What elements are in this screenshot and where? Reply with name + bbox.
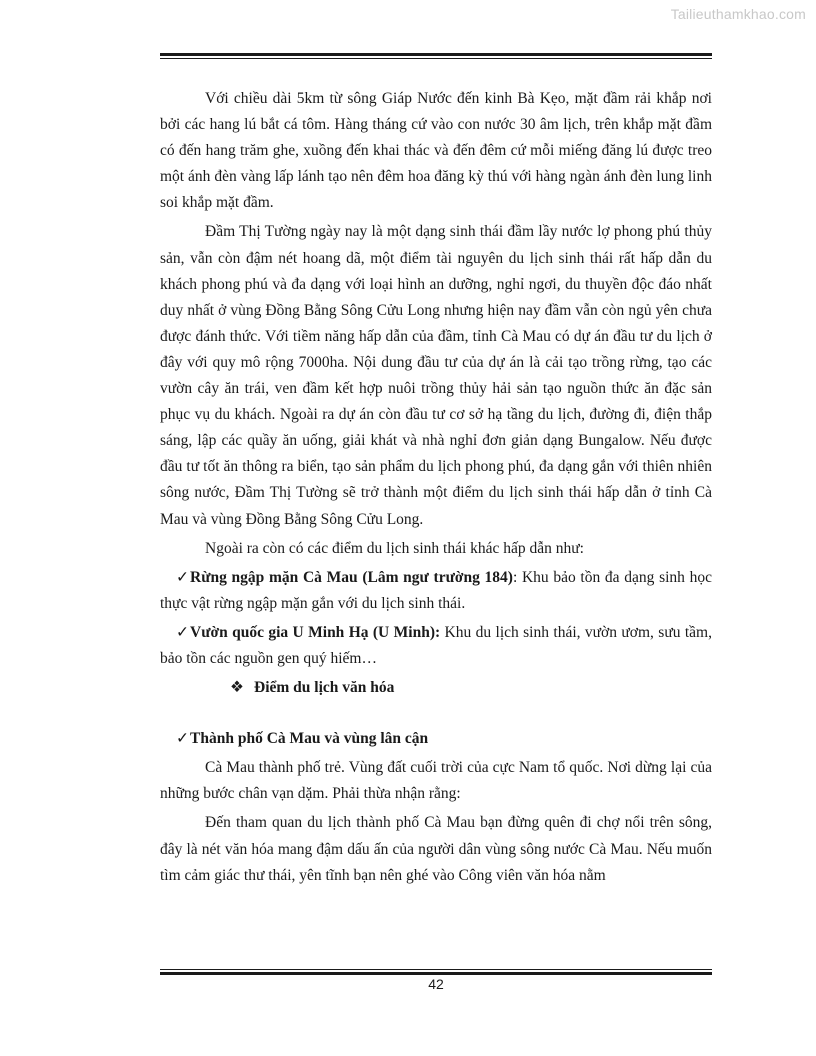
document-body <box>160 86 712 892</box>
bullet-item-2-title: Vườn quốc gia U Minh Hạ (U Minh): <box>190 623 441 641</box>
watermark: Tailieuthamkhao.com <box>670 6 806 22</box>
paragraph-5: Đến tham quan du lịch thành phố Cà Mau bạn đừng quên đi chợ nổi trên sông, đây là nét văn hóa mang đậm dấu ấn của người dân vùng sông nước Cà Mau. Nếu muốn tìm cảm giác thư thái, yên tĩnh bạn nên ghé vào Công viên văn hóa nằm <box>160 814 712 884</box>
bullet-item-1-text: : Khu bảo tồn đa dạng sinh học thực vật rừng ngập mặn gắn với du lịch sinh thái. <box>160 568 712 612</box>
header-rule <box>160 53 712 59</box>
subheading-text: Thành phố Cà Mau và vùng lân cận <box>190 730 429 748</box>
bullet-item-2 <box>160 620 712 672</box>
footer-rule <box>160 969 712 975</box>
paragraph-1: Với chiều dài 5km từ sông Giáp Nước đến kinh Bà Kẹo, mặt đầm rải khắp nơi bởi các hang lú bắt cá tôm. Hàng tháng cứ vào con nước 30 âm lịch, trên khắp mặt đầm có đến hang trăm ghe, xuồng đến khai thác và đến đêm cứ mỗi miếng đăng lú được treo một ánh đèn vàng lấp lánh tạo nên đêm hoa đăng kỳ thú với hàng ngàn ánh đèn lung linh soi khắp mặt đầm. <box>160 90 712 212</box>
subheading <box>160 726 712 752</box>
paragraph-2: Đầm Thị Tường ngày nay là một dạng sinh thái đầm lầy nước lợ phong phú thủy sản, vẫn còn đậm nét hoang dã, một điểm tài nguyên du lịch sinh thái rất hấp dẫn du khách phong phú và đa dạng với loại hình an dưỡng, nghỉ ngơi, du thuyền độc đáo nhất duy nhất ở vùng Đồng Bằng Sông Cửu Long nhưng hiện nay đầm vẫn còn ngủ yên chưa được đánh thức. Với tiềm năng hấp dẫn của đầm, tỉnh Cà Mau có dự án đầu tư du lịch ở đây với quy mô rộng 7000ha. Nội dung đầu tư của dự án là cải tạo trồng rừng, tạo các vườn cây ăn trái, ven đầm kết hợp nuôi trồng thủy hải sản tạo nguồn thức ăn đặc sản phục vụ du khách. Ngoài ra dự án còn đầu tư cơ sở hạ tầng du lịch, đường đi, điện thắp sáng, lập các quầy ăn uống, giải khát và nhà nghỉ đơn giản dạng Bungalow. Nếu được đầu tư tốt ăn thông ra biển, tạo sản phẩm du lịch phong phú, đa dạng gắn với thiên nhiên sông nước, Đầm Thị Tường sẽ trở thành một điểm du lịch sinh thái hấp dẫn ở tỉnh Cà Mau và vùng Đồng Bằng Sông Cửu Long. <box>160 223 712 528</box>
bullet-item-1 <box>160 565 712 617</box>
section-heading <box>160 675 712 701</box>
checkmark-icon: ✓ <box>176 730 189 748</box>
bullet-item-1-title: Rừng ngập mặn Cà Mau (Lâm ngư trường 184) <box>190 568 513 586</box>
bullet-item-2-text: Khu du lịch sinh thái, vườn ươm, sưu tầm, bảo tồn các nguồn gen quý hiếm… <box>160 623 712 667</box>
checkmark-icon: ✓ <box>176 623 189 641</box>
paragraph-4: Cà Mau thành phố trẻ. Vùng đất cuối trời của cực Nam tổ quốc. Nơi dừng lại của những bước chân vạn dặm. Phải thừa nhận rằng: <box>160 759 712 803</box>
section-heading-text: Điểm du lịch văn hóa <box>254 679 395 697</box>
diamond-bullet-icon: ❖ <box>230 679 244 697</box>
paragraph-3: Ngoài ra còn có các điểm du lịch sinh thái khác hấp dẫn như: <box>205 539 584 557</box>
checkmark-icon: ✓ <box>176 568 189 586</box>
page-number: 42 <box>428 976 444 992</box>
